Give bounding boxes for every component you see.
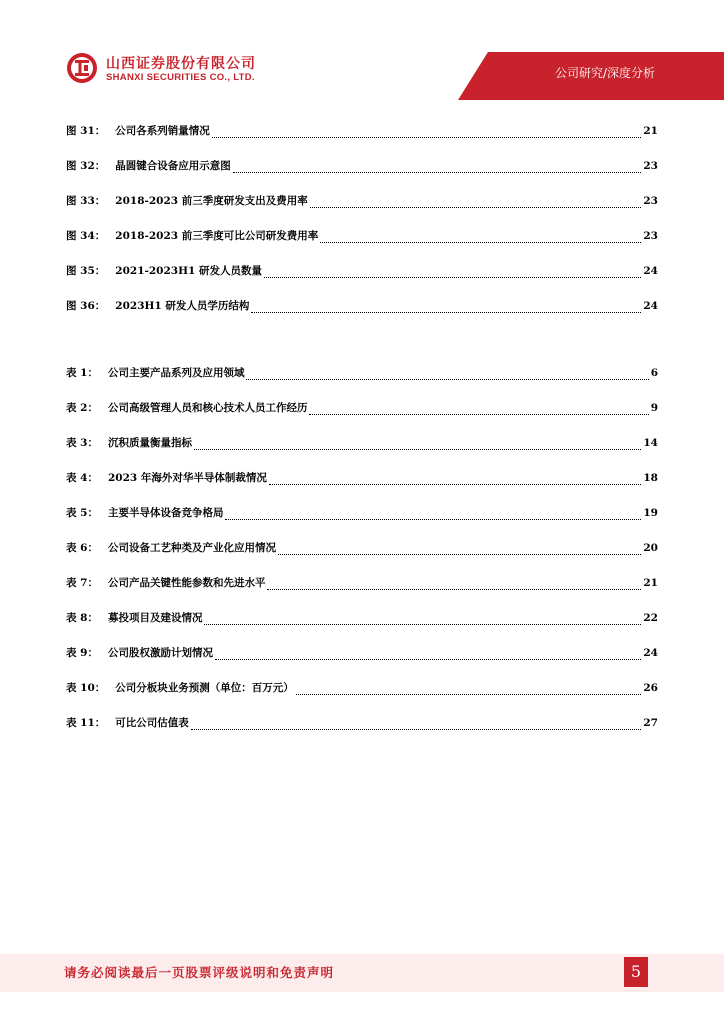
toc-title: 公司设备工艺种类及产业化应用情况 [107, 542, 276, 554]
toc-page-number: 23 [643, 160, 658, 172]
toc-entry-table-11[interactable] [66, 695, 658, 730]
toc-leader-dots [267, 579, 641, 590]
toc-label: 表 11： [66, 717, 106, 729]
toc-page-number: 18 [643, 472, 658, 484]
toc-label: 表 5： [66, 507, 98, 519]
toc-leader-dots [191, 719, 642, 730]
toc-title: 2018-2023 前三季度可比公司研发费用率 [115, 230, 319, 242]
toc-leader-dots [215, 649, 641, 660]
toc-page-number: 9 [650, 402, 658, 414]
toc-label: 表 10： [66, 682, 106, 694]
toc-entry-figure-35[interactable] [66, 243, 658, 278]
toc-title: 可比公司估值表 [115, 717, 189, 729]
toc-entry-table-7[interactable] [66, 555, 658, 590]
toc-leader-dots [194, 439, 641, 450]
toc-entry-table-9[interactable] [66, 625, 658, 660]
toc-entry-table-8[interactable] [66, 590, 658, 625]
toc-title: 2021-2023H1 研发人员数量 [115, 265, 262, 277]
toc-entry-table-2[interactable] [66, 380, 658, 415]
toc-entry-table-1[interactable] [66, 345, 658, 380]
toc-leader-dots [204, 614, 641, 625]
table-index [66, 345, 658, 730]
toc-page-number: 26 [643, 682, 658, 694]
toc-leader-dots [309, 404, 648, 415]
toc-page-number: 27 [643, 717, 658, 729]
figure-index [66, 103, 658, 313]
toc-leader-dots [269, 474, 642, 485]
toc-leader-dots [246, 369, 648, 380]
toc-leader-dots [264, 267, 641, 278]
toc-title: 公司产品关键性能参数和先进水平 [107, 577, 266, 589]
toc-page-number: 24 [643, 265, 658, 277]
footer-disclaimer: 请务必阅读最后一页股票评级说明和免责声明 [64, 965, 335, 980]
company-logo-icon [66, 52, 98, 84]
toc-page-number: 14 [643, 437, 658, 449]
toc-entry-table-3[interactable] [66, 415, 658, 450]
toc-page-number: 24 [643, 300, 658, 312]
toc-label: 表 8： [66, 612, 98, 624]
toc-title: 主要半导体设备竞争格局 [107, 507, 224, 519]
toc-leader-dots [320, 232, 641, 243]
toc-entry-figure-31[interactable] [66, 103, 658, 138]
toc-title: 2023H1 研发人员学历结构 [115, 300, 250, 312]
toc-page-number: 24 [643, 647, 658, 659]
toc-page-number: 23 [643, 195, 658, 207]
page-header [0, 0, 724, 110]
toc-page-number: 21 [643, 577, 658, 589]
toc-page-number: 6 [650, 367, 658, 379]
toc-leader-dots [212, 127, 642, 138]
toc-entry-table-6[interactable] [66, 520, 658, 555]
toc-label: 表 9： [66, 647, 98, 659]
toc-label: 表 4： [66, 472, 98, 484]
page-number-badge: 5 [624, 957, 648, 987]
toc-title: 公司高级管理人员和核心技术人员工作经历 [107, 402, 308, 414]
toc-label: 图 31： [66, 125, 106, 137]
toc-page-number: 19 [643, 507, 658, 519]
toc-entry-table-4[interactable] [66, 450, 658, 485]
toc-entry-figure-33[interactable] [66, 173, 658, 208]
toc-title: 公司主要产品系列及应用领域 [107, 367, 245, 379]
toc-label: 表 2： [66, 402, 98, 414]
toc-leader-dots [310, 197, 642, 208]
toc-leader-dots [233, 162, 642, 173]
toc-entry-figure-36[interactable] [66, 278, 658, 313]
toc-page-number: 22 [643, 612, 658, 624]
toc-leader-dots [278, 544, 641, 555]
toc-page-number: 23 [643, 230, 658, 242]
toc-page-number: 21 [643, 125, 658, 137]
toc-label: 图 33： [66, 195, 106, 207]
toc-leader-dots [225, 509, 641, 520]
toc-page-number: 20 [643, 542, 658, 554]
toc-label: 表 6： [66, 542, 98, 554]
toc-label: 图 32： [66, 160, 106, 172]
toc-title: 2023 年海外对华半导体制裁情况 [107, 472, 267, 484]
toc-label: 图 34： [66, 230, 106, 242]
toc-leader-dots [251, 302, 641, 313]
toc-title: 晶圆键合设备应用示意图 [115, 160, 231, 172]
company-name-cn: 山西证券股份有限公司 [106, 56, 256, 72]
toc-label: 表 7： [66, 577, 98, 589]
toc-entry-table-5[interactable] [66, 485, 658, 520]
toc-title: 公司股权激励计划情况 [107, 647, 213, 659]
toc-leader-dots [296, 684, 642, 695]
toc-entry-figure-34[interactable] [66, 208, 658, 243]
toc-title: 2018-2023 前三季度研发支出及费用率 [115, 195, 308, 207]
toc-entry-table-10[interactable] [66, 660, 658, 695]
toc-title: 沉积质量衡量指标 [107, 437, 192, 449]
toc-label: 图 35： [66, 265, 106, 277]
toc-label: 表 1： [66, 367, 98, 379]
toc-title: 募投项目及建设情况 [107, 612, 203, 624]
toc-entry-figure-32[interactable] [66, 138, 658, 173]
toc-label: 图 36： [66, 300, 106, 312]
section-label: 公司研究/深度分析 [555, 66, 656, 80]
toc-label: 表 3： [66, 437, 98, 449]
toc-title: 公司各系列销量情况 [115, 125, 210, 137]
toc-title: 公司分板块业务预测（单位：百万元） [115, 682, 294, 694]
company-name-en: SHANXI SECURITIES CO., LTD. [106, 72, 255, 83]
